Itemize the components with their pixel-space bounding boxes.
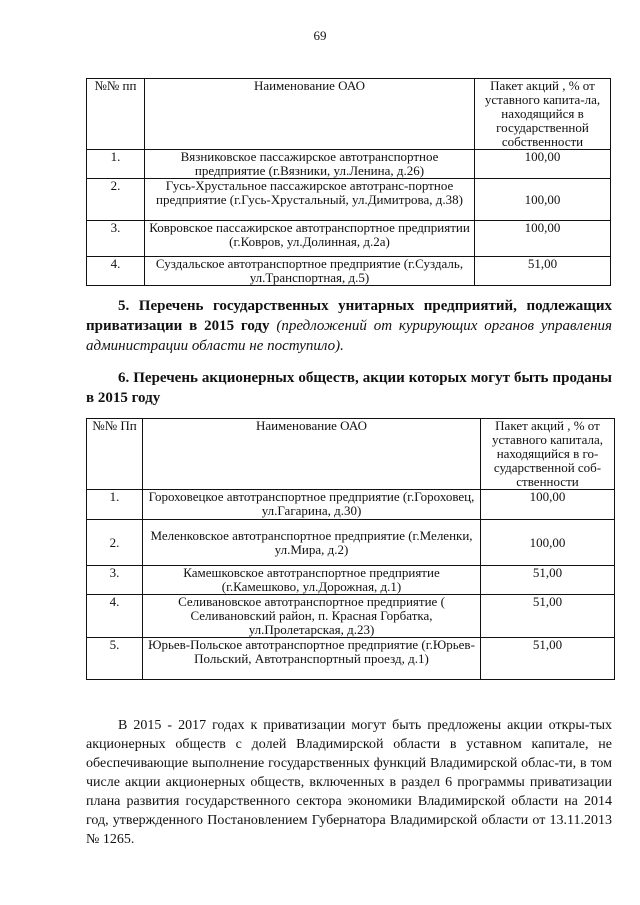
row-number: 3. (87, 221, 145, 257)
row-share: 100,00 (481, 520, 615, 566)
row-share: 100,00 (475, 221, 611, 257)
table-oao-for-sale (86, 418, 615, 680)
row-name: Юрьев-Польское автотранспортное предприятие (г.Юрьев-Польский, Автотранспортный проезд, д.1) (143, 638, 481, 680)
table-header-row (87, 79, 611, 150)
row-name: Селивановское автотранспортное предприятие ( Селивановский район, п. Красная Горбатка, ул.Пролетарская, д.23) (143, 595, 481, 638)
table-row (87, 257, 611, 286)
header-name: Наименование ОАО (145, 79, 475, 150)
row-number: 1. (87, 490, 143, 520)
row-name: Вязниковское пассажирское автотранспортное предприятие (г.Вязники, ул.Ленина, д.26) (145, 150, 475, 179)
row-number: 2. (87, 179, 145, 221)
table-row (87, 595, 615, 638)
header-number: №№ Пп (87, 419, 143, 490)
header-share: Пакет акций , % от уставного капитала, находящийся в го-сударственной соб-ственности (481, 419, 615, 490)
table-row (87, 490, 615, 520)
row-share: 51,00 (481, 566, 615, 595)
row-name: Меленковское автотранспортное предприятие (г.Меленки, ул.Мира, д.2) (143, 520, 481, 566)
row-share: 100,00 (475, 179, 611, 221)
table-header-row (87, 419, 615, 490)
row-name: Гороховецкое автотранспортное предприятие (г.Гороховец, ул.Гагарина, д.30) (143, 490, 481, 520)
row-number: 2. (87, 520, 143, 566)
row-number: 1. (87, 150, 145, 179)
row-share: 100,00 (475, 150, 611, 179)
section-5-heading (86, 296, 612, 356)
table-row (87, 221, 611, 257)
row-share: 51,00 (481, 638, 615, 680)
table-row (87, 566, 615, 595)
closing-paragraph: В 2015 - 2017 годах к приватизации могут быть предложены акции откры-тых акционерных обществ с долей Владимирской области в уставном капитале, не обеспечивающие выполнение государственных функций Владимирской облас-ти, в том числе акции акционерных обществ, включенных в раздел 6 программы приватизации плана развития государственного сектора экономики Владимирской области на 2014 год, утвержденного Постановлением Губернатора Владимирской области от 13.11.2013 № 1265. (86, 718, 612, 847)
table-row (87, 520, 615, 566)
row-number: 4. (87, 257, 145, 286)
row-name: Камешковское автотранспортное предприятие (г.Камешково, ул.Дорожная, д.1) (143, 566, 481, 595)
row-number: 5. (87, 638, 143, 680)
section-5-note: (предложений от курирующих органов управления администрации области не поступило). (86, 318, 612, 354)
table-row (87, 150, 611, 179)
table-oao-state-share (86, 78, 611, 286)
row-share: 51,00 (481, 595, 615, 638)
section-6-heading: 6. Перечень акционерных обществ, акции которых могут быть проданы в 2015 году (86, 370, 612, 406)
row-number: 4. (87, 595, 143, 638)
header-number: №№ пп (87, 79, 145, 150)
table-row (87, 638, 615, 680)
row-share: 51,00 (475, 257, 611, 286)
row-name: Ковровское пассажирское автотранспортное предприятии (г.Ковров, ул.Долинная, д.2а) (145, 221, 475, 257)
row-share: 100,00 (481, 490, 615, 520)
section-5-title: 5. Перечень государственных унитарных предприятий, подлежащих приватизации в 2015 году (86, 298, 612, 334)
row-number: 3. (87, 566, 143, 595)
header-name: Наименование ОАО (143, 419, 481, 490)
header-share: Пакет акций , % от уставного капита-ла, находящийся в государственной собственности (475, 79, 611, 150)
page-number: 69 (313, 28, 327, 43)
row-name: Суздальское автотранспортное предприятие (г.Суздаль, ул.Транспортная, д.5) (145, 257, 475, 286)
table-row (87, 179, 611, 221)
row-name: Гусь-Хрустальное пассажирское автотранс-портное предприятие (г.Гусь-Хрустальный, ул.Димитрова, д.38) (145, 179, 475, 221)
